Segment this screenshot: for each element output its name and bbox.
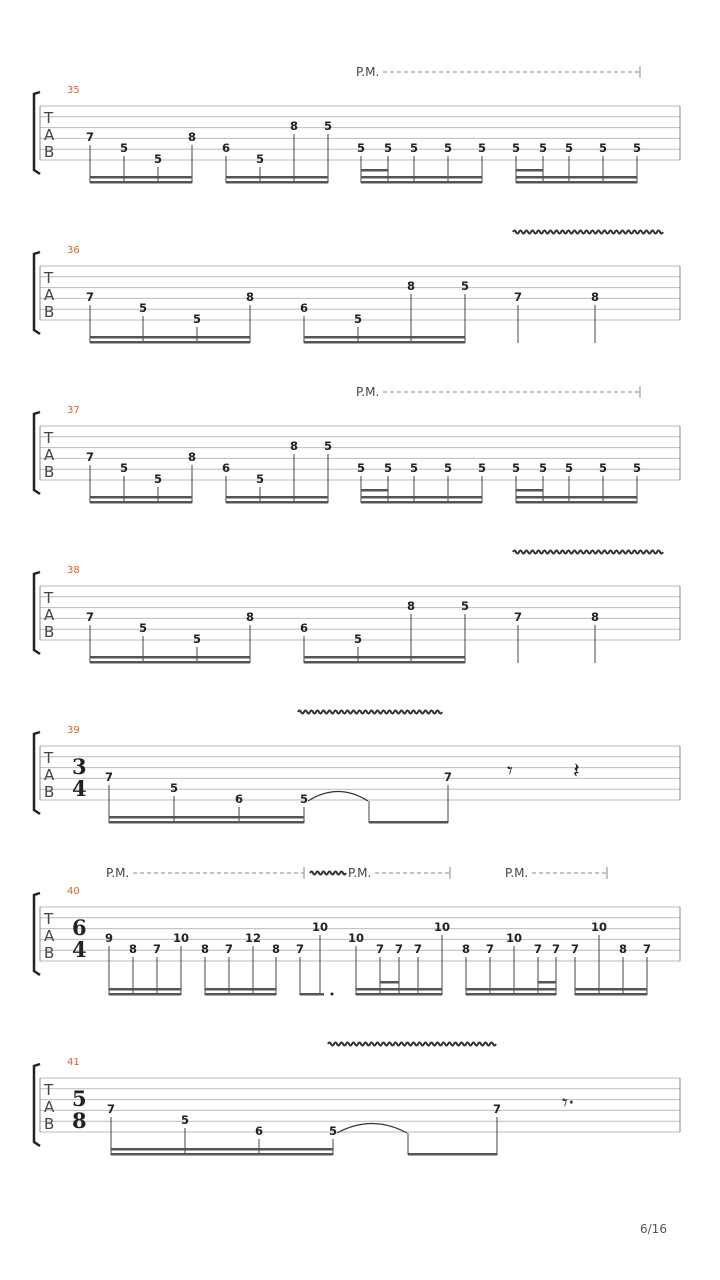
fret-number: 8 [187,450,197,464]
system-brace [34,92,40,174]
beam [300,993,324,996]
fret-number: 7 [106,1102,116,1116]
fret-number: 8 [590,610,600,624]
beam [226,501,328,504]
fret-number: 5 [477,141,487,155]
fret-number: 7 [152,942,162,956]
system-brace [34,732,40,814]
beam [361,169,388,172]
system-40 [34,866,680,996]
fret-number: 8 [289,439,299,453]
tab-clef-letter: T [44,910,54,928]
beam [516,181,637,184]
beam [90,176,192,179]
tab-clef-letter: A [44,286,55,304]
system-brace [34,893,40,975]
tab-clef-letter: A [44,766,55,784]
tab-clef-letter: B [44,463,55,481]
beam [90,656,250,659]
fret-number: 5 [477,461,487,475]
beam [466,993,556,996]
fret-number: 8 [406,599,416,613]
fret-number: 7 [642,942,652,956]
fret-number: 5 [443,461,453,475]
beam [466,988,556,991]
fret-number: 5 [169,781,179,795]
fret-number: 10 [347,931,365,945]
system-brace [34,412,40,494]
palm-mute-label: P.M. [505,866,529,880]
system-brace [34,572,40,654]
measure-number: 35 [67,85,80,96]
fret-number: 5 [632,141,642,155]
tab-clef-letter: A [44,1098,55,1116]
system-brace [34,1064,40,1146]
palm-mute-label: P.M. [356,65,380,79]
fret-number: 8 [200,942,210,956]
time-signature-top: 5 [72,1086,87,1111]
beam [516,501,637,504]
measure-number: 40 [67,886,80,897]
system-41 [34,1043,680,1156]
beam [516,169,543,172]
beam [516,489,543,492]
beam [90,341,250,344]
fret-number: 7 [85,610,95,624]
tab-clef-letter: B [44,783,55,801]
fret-number: 5 [153,472,163,486]
system-36 [34,231,680,344]
fret-number: 7 [413,942,423,956]
beam [90,661,250,664]
palm-mute-label: P.M. [106,866,130,880]
system-brace [34,252,40,334]
fret-number: 5 [138,621,148,635]
beam [226,496,328,499]
fret-number: 5 [328,1124,338,1138]
fret-number: 5 [409,141,419,155]
tab-clef-letter: B [44,944,55,962]
fret-number: 5 [180,1113,190,1127]
measure-number: 41 [67,1057,80,1068]
tab-clef-letter: T [44,269,54,287]
tab-clef-letter: A [44,126,55,144]
beam [90,336,250,339]
beam [361,489,388,492]
rest-symbol: 𝄾 [507,759,513,784]
fret-number: 7 [85,130,95,144]
beam [516,176,637,179]
fret-number: 8 [271,942,281,956]
fret-number: 7 [443,770,453,784]
tab-clef-letter: A [44,446,55,464]
fret-number: 5 [192,312,202,326]
time-signature-bottom: 8 [72,1108,87,1133]
fret-number: 8 [289,119,299,133]
fret-number: 5 [460,279,470,293]
measure-number: 38 [67,565,80,576]
beam [90,501,192,504]
fret-number: 10 [590,920,608,934]
beam [109,988,181,991]
fret-number: 7 [513,610,523,624]
beam [361,496,482,499]
fret-number: 5 [119,461,129,475]
beam [226,176,328,179]
fret-number: 6 [221,461,231,475]
tab-clef-letter: A [44,606,55,624]
beam [361,501,482,504]
beam [109,816,304,819]
vibrato-mark [513,551,663,554]
fret-number: 6 [299,621,309,635]
beam [304,661,465,664]
fret-number: 8 [461,942,471,956]
fret-number: 5 [443,141,453,155]
tab-clef-letter: A [44,927,55,945]
beam [356,993,442,996]
tab-clef-letter: T [44,429,54,447]
vibrato-mark [328,1043,496,1046]
system-38 [34,551,680,664]
beam [361,176,482,179]
fret-number: 7 [104,770,114,784]
beam [205,993,276,996]
fret-number: 5 [356,461,366,475]
fret-number: 6 [234,792,244,806]
fret-number: 10 [433,920,451,934]
beam [90,496,192,499]
time-signature-bottom: 4 [72,937,87,962]
beam [111,1153,333,1156]
fret-number: 7 [570,942,580,956]
fret-number: 7 [485,942,495,956]
fret-number: 5 [383,141,393,155]
fret-number: 10 [172,931,190,945]
fret-number: 8 [618,942,628,956]
time-signature-top: 6 [72,915,87,940]
beam [111,1148,333,1151]
fret-number: 5 [409,461,419,475]
fret-number: 8 [187,130,197,144]
tab-clef-letter: B [44,623,55,641]
beam [304,341,465,344]
tab-clef-letter: B [44,303,55,321]
fret-number: 5 [353,312,363,326]
tab-clef-letter: T [44,109,54,127]
fret-number: 8 [245,610,255,624]
beam [516,496,637,499]
tab-clef-letter: T [44,1081,54,1099]
fret-number: 10 [311,920,329,934]
fret-number: 5 [323,439,333,453]
vibrato-mark [298,711,442,714]
beam [205,988,276,991]
fret-number: 5 [632,461,642,475]
time-signature-top: 3 [72,754,87,779]
measure-number: 37 [67,405,80,416]
palm-mute-label: P.M. [356,385,380,399]
fret-number: 5 [323,119,333,133]
time-signature-bottom: 4 [72,776,87,801]
beam [304,656,465,659]
beam [575,993,647,996]
beam [304,336,465,339]
fret-number: 7 [375,942,385,956]
vibrato-mark [513,231,663,234]
fret-number: 9 [104,931,114,945]
fret-number: 8 [128,942,138,956]
system-35 [34,65,680,184]
fret-number: 5 [511,461,521,475]
fret-number: 5 [564,461,574,475]
fret-number: 8 [590,290,600,304]
fret-number: 7 [394,942,404,956]
fret-number: 5 [153,152,163,166]
rest-symbol: 𝄾· [562,1091,575,1116]
beam [538,981,556,984]
beam [575,988,647,991]
measure-number: 39 [67,725,80,736]
fret-number: 5 [119,141,129,155]
fret-number: 7 [295,942,305,956]
palm-mute-label: P.M. [348,866,372,880]
fret-number: 7 [551,942,561,956]
fret-number: 5 [383,461,393,475]
fret-number: 5 [255,472,265,486]
system-39 [34,711,680,824]
fret-number: 7 [85,290,95,304]
fret-number: 5 [538,141,548,155]
fret-number: 8 [406,279,416,293]
fret-number: 12 [244,931,262,945]
fret-number: 7 [492,1102,502,1116]
fret-number: 7 [513,290,523,304]
beam [361,181,482,184]
tab-clef-letter: T [44,589,54,607]
fret-number: 5 [564,141,574,155]
fret-number: 7 [224,942,234,956]
fret-number: 7 [533,942,543,956]
tab-clef-letter: B [44,1115,55,1133]
fret-number: 5 [460,599,470,613]
beam [408,1153,497,1156]
fret-number: 5 [255,152,265,166]
beam [109,821,304,824]
fret-number: 5 [192,632,202,646]
fret-number: 5 [598,461,608,475]
fret-number: 8 [245,290,255,304]
fret-number: 6 [221,141,231,155]
beam [369,821,448,824]
beam [380,981,399,984]
rest-symbol: 𝄽 [573,759,580,784]
fret-number: 6 [299,301,309,315]
fret-number: 5 [356,141,366,155]
fret-number: 6 [254,1124,264,1138]
fret-number: 7 [85,450,95,464]
fret-number: 10 [505,931,523,945]
fret-number: 5 [538,461,548,475]
tab-clef-letter: T [44,749,54,767]
beam [226,181,328,184]
vibrato-mark [310,872,346,875]
fret-number: 5 [598,141,608,155]
fret-number: 5 [511,141,521,155]
dot [331,993,334,996]
fret-number: 5 [138,301,148,315]
page-number: 6/16 [640,1222,667,1236]
system-37 [34,385,680,504]
fret-number: 5 [299,792,309,806]
beam [356,988,442,991]
tab-clef-letter: B [44,143,55,161]
beam [109,993,181,996]
measure-number: 36 [67,245,80,256]
fret-number: 5 [353,632,363,646]
beam [90,181,192,184]
